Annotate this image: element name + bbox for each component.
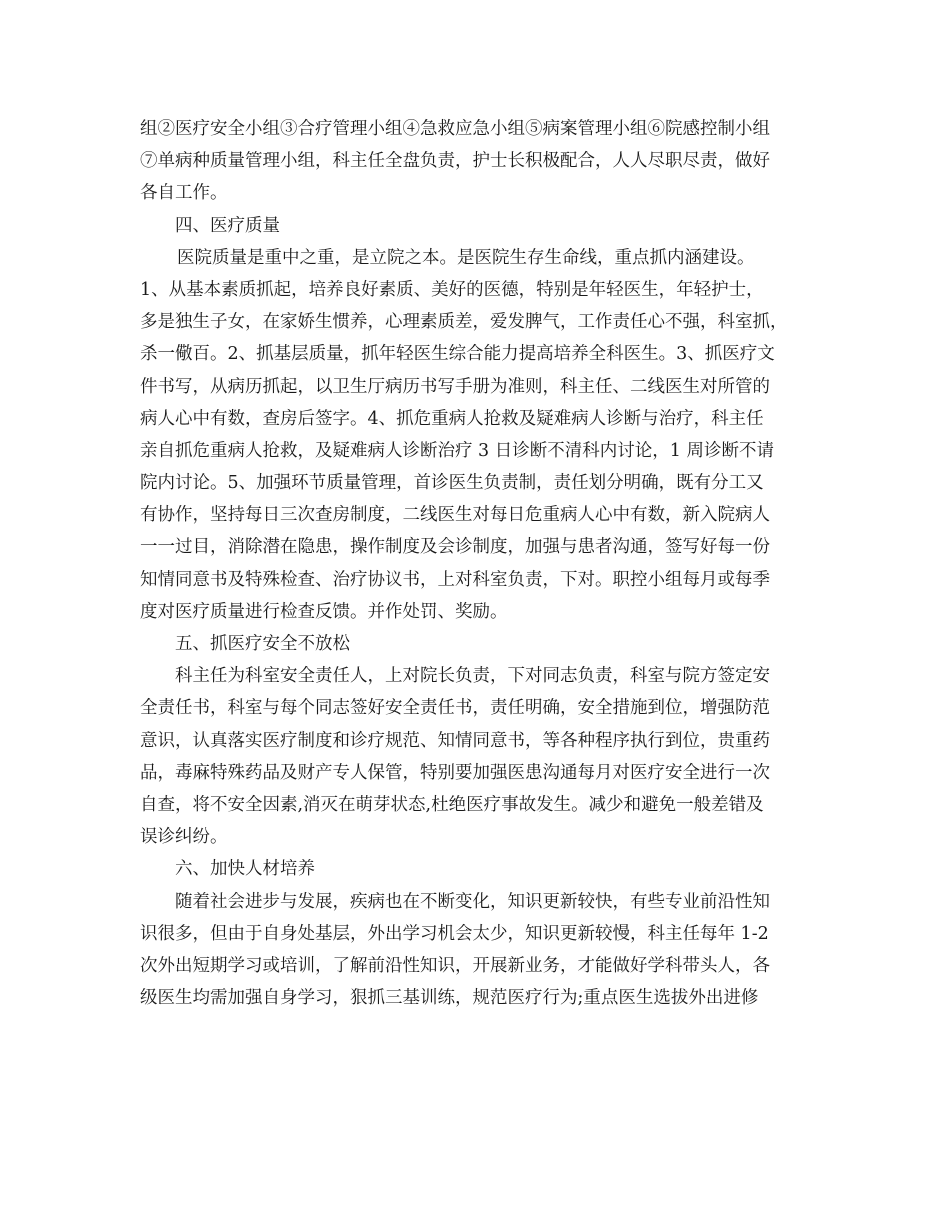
- body-text-line: 自查，将不安全因素,消灭在萌芽状态,杜绝医疗事故发生。减少和避免一般差错及: [140, 794, 764, 815]
- body-text-line: 全责任书，科室与每个同志签好安全责任书，责任明确，安全措施到位，增强防范: [140, 698, 770, 719]
- body-text-line: 有协作，坚持每日三次查房制度，二线医生对每日危重病人心中有数，新入院病人: [140, 505, 770, 526]
- body-text-line: 品，毒麻特殊药品及财产专人保管，特别要加强医患沟通每月对医疗安全进行一次: [140, 762, 770, 783]
- body-text-line: 次外出短期学习或培训，了解前沿性知识，开展新业务，才能做好学科带头人，各: [140, 955, 770, 976]
- body-text-line: 随着社会进步与发展，疾病也在不断变化，知识更新较快，有些专业前沿性知: [175, 891, 770, 912]
- body-text-line: 各自工作。: [140, 183, 228, 204]
- body-text-line: 亲自抓危重病人抢救，及疑难病人诊断治疗 3 日诊断不清科内讨论，1 周诊断不请: [140, 440, 774, 461]
- body-text-line: 度对医疗质量进行检查反馈。并作处罚、奖励。: [140, 601, 508, 622]
- body-text-line: 多是独生子女，在家娇生惯养，心理素质差，爱发脾气，工作责任心不强，科室抓，: [140, 312, 788, 333]
- body-text-line: 病人心中有数，查房后签字。4、抓危重病人抢救及疑难病人诊断与治疗，科主任: [140, 408, 764, 429]
- body-text-line: 意识，认真落实医疗制度和诊疗规范、知情同意书，等各种程序执行到位，贵重药: [140, 730, 770, 751]
- section-heading-talent-training: 六、加快人材培养: [175, 859, 315, 880]
- section-heading-medical-safety: 五、抓医疗安全不放松: [175, 634, 350, 654]
- body-text-line: 杀一儆百。2、抓基层质量，抓年轻医生综合能力提高培养全科医生。3、抓医疗文: [140, 344, 775, 365]
- body-text-line: ⑦单病种质量管理小组，科主任全盘负责，护士长积极配合，人人尽职尽责，做好: [140, 151, 770, 172]
- body-text-line: 误诊纠纷。: [140, 827, 228, 848]
- body-text-line: 院内讨论。5、加强环节质量管理，首诊医生负责制，责任划分明确，既有分工又: [140, 473, 764, 494]
- body-text-line: 件书写，从病历抓起，以卫生厅病历书写手册为准则，科主任、二线医生对所管的: [140, 376, 770, 397]
- body-text-line: 科主任为科室安全责任人，上对院长负责，下对同志负责，科室与院方签定安: [175, 666, 770, 687]
- body-text-line: 级医生均需加强自身学习，狠抓三基训练，规范医疗行为;重点医生选拔外出进修: [140, 988, 759, 1009]
- body-text-line: 一一过目，消除潜在隐患，操作制度及会诊制度，加强与患者沟通，签写好每一份: [140, 537, 770, 558]
- body-text-line: 医院质量是重中之重，是立院之本。是医院生存生命线，重点抓内涵建设。: [177, 247, 755, 268]
- body-text-line: 识很多，但由于自身处基层，外出学习机会太少，知识更新较慢，科主任每年 1-2: [140, 923, 769, 944]
- body-text-line: 知情同意书及特殊检查、治疗协议书，上对科室负责，下对。职控小组每月或每季: [140, 569, 770, 590]
- body-text-line: 组②医疗安全小组③合疗管理小组④急救应急小组⑤病案管理小组⑥院感控制小组: [140, 119, 770, 139]
- section-heading-medical-quality: 四、医疗质量: [175, 215, 280, 236]
- document-body: [140, 113, 840, 1014]
- body-text-line: 1、从基本素质抓起，培养良好素质、美好的医德，特别是年轻医生，年轻护士，: [140, 279, 764, 300]
